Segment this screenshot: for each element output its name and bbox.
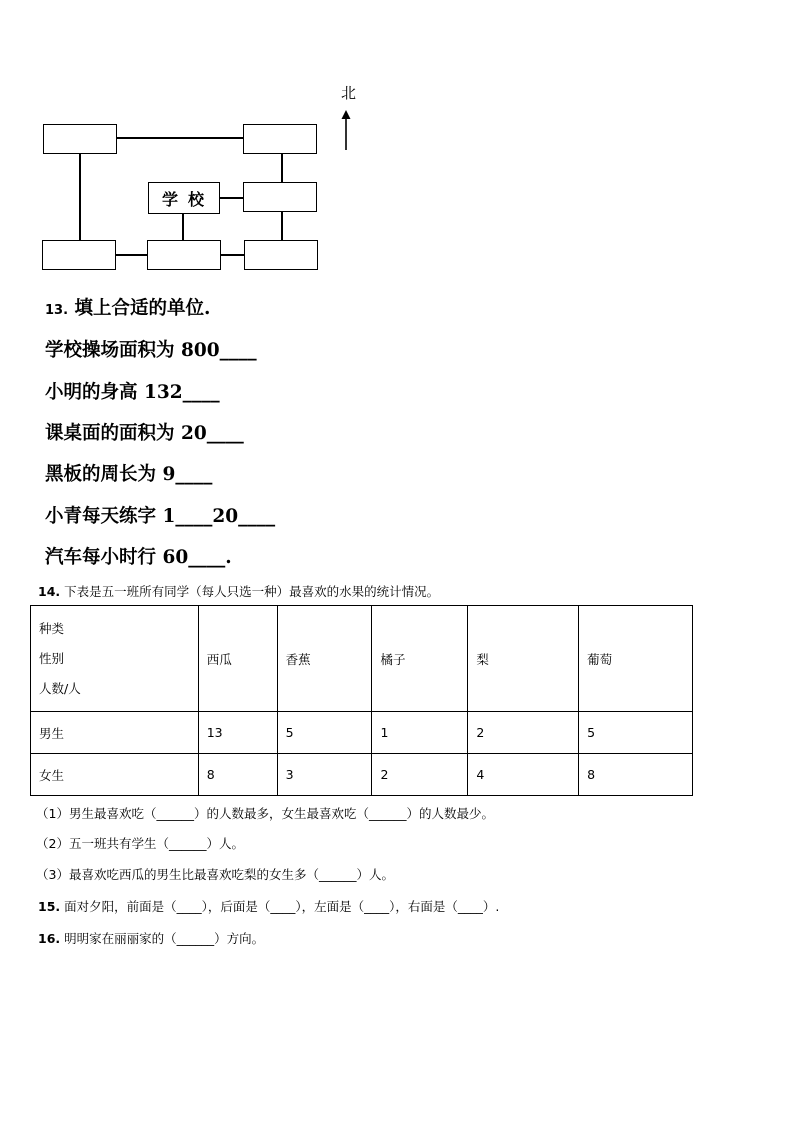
q15 [38,897,499,915]
line-value: 1____20____ [162,506,276,527]
q16 [38,929,264,947]
question-number: 14. [38,584,61,599]
map-box-top-left [43,124,117,154]
line-value: 9____ [162,464,213,485]
row-label: 男生 [31,712,199,754]
table-cell: 13 [198,712,277,754]
table-cell: 1 [372,712,468,754]
table-cell: 4 [468,754,579,796]
line-text: 汽车每小时行 [45,547,157,568]
connector-line [219,197,245,199]
line-text: 学校操场面积为 [45,340,175,361]
header-line: 种类 [39,620,65,636]
q13-line [45,378,220,404]
table-cell: 5 [277,712,372,754]
q14-sub-question: （3）最喜欢吃西瓜的男生比最喜欢吃梨的女生多（______）人。 [36,867,394,882]
line-value: 800____ [180,340,257,361]
table-row [31,712,693,754]
question-number: 15. [38,899,61,914]
q13-line [45,460,212,486]
question-text: 明明家在丽丽家的（______）方向。 [64,931,265,946]
question-title: 填上合适的单位. [74,298,211,319]
table-cell: 3 [277,754,372,796]
header-line: 人数/人 [39,680,81,696]
q13-line [45,419,244,445]
table-cell: 8 [198,754,277,796]
table-cell: 8 [579,754,693,796]
table-cell: 2 [468,712,579,754]
connector-line [219,254,245,256]
column-header: 橘子 [372,606,468,712]
question-text: 面对夕阳，前面是（____），后面是（____），左面是（____），右面是（____）. [64,899,500,914]
line-text: 黑板的周长为 [45,464,157,485]
q13-title [45,294,210,320]
q14-title [38,582,439,600]
column-header: 葡萄 [579,606,693,712]
connector-line [281,153,283,182]
question-number: 16. [38,931,61,946]
table-cell: 5 [579,712,693,754]
q13-line [45,336,257,362]
map-box-top-right [243,124,317,154]
connector-line [115,254,148,256]
line-value: 20____ [180,423,244,444]
school-label: 学校 [161,189,214,209]
map-box-mid-right [243,182,317,212]
table-header-row [31,606,693,712]
header-line: 性别 [39,650,65,666]
table-cell: 2 [372,754,468,796]
q14-sub-question: （2）五一班共有学生（______）人。 [36,836,244,851]
question-number: 13. [45,303,69,318]
north-arrow-icon [340,110,352,152]
column-header: 西瓜 [198,606,277,712]
line-value: 60____. [162,547,232,568]
line-text: 小明的身高 [45,382,138,403]
q13-line [45,543,232,569]
q14-sub-question: （1）男生最喜欢吃（______）的人数最多，女生最喜欢吃（______）的人数最少。 [36,806,494,821]
connector-line [281,211,283,240]
map-box-bottom-left [42,240,116,270]
row-label: 女生 [31,754,199,796]
fruit-table [30,605,693,796]
question-title: 下表是五一班所有同学（每人只选一种）最喜欢的水果的统计情况。 [64,584,440,599]
connector-line [117,137,243,139]
column-header: 香蕉 [277,606,372,712]
connector-line [79,153,81,241]
table-row [31,754,693,796]
line-text: 课桌面的面积为 [45,423,175,444]
line-text: 小青每天练字 [45,506,157,527]
map-box-bottom-right [244,240,318,270]
school-box [148,182,220,214]
map-box-bottom-mid [147,240,221,270]
connector-line [182,213,184,240]
table-corner-header [31,606,199,712]
line-value: 132____ [143,382,220,403]
q13-line [45,502,275,528]
column-header: 梨 [468,606,579,712]
north-label: 北 [341,84,357,102]
